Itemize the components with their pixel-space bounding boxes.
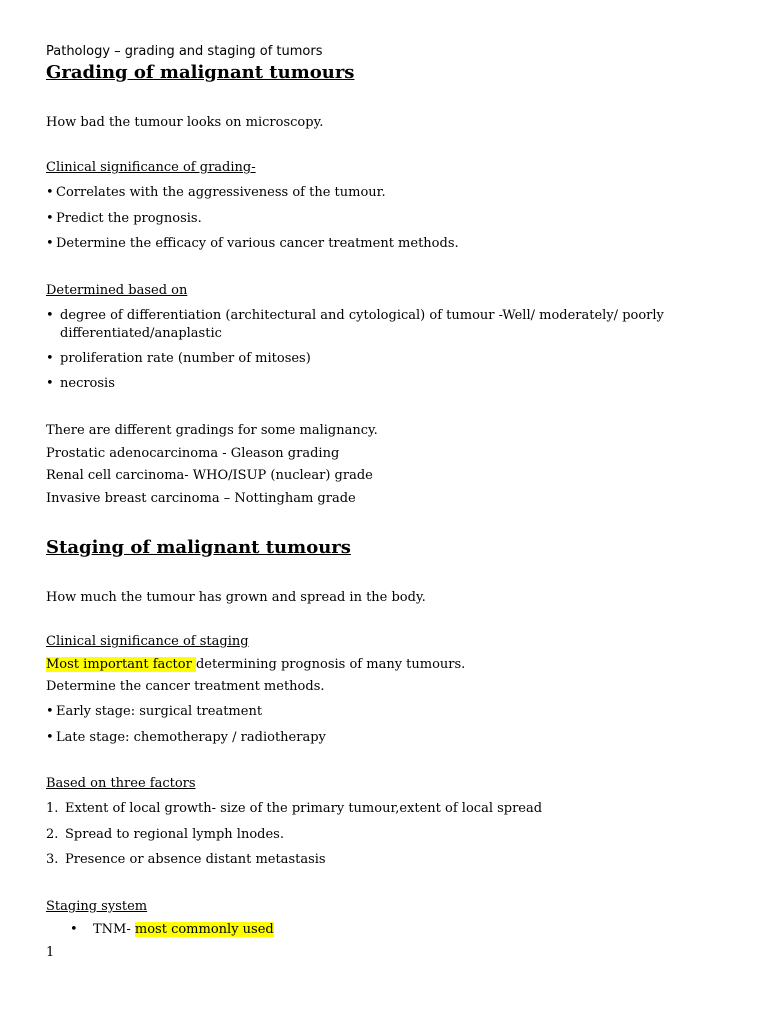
list-item: • necrosis: [46, 376, 115, 391]
grading-definition: How bad the tumour looks on microscopy.: [46, 115, 324, 130]
numbered-item: 1. Extent of local growth- size of the primary tumour,extent of local spread: [46, 801, 543, 816]
staging-system-heading: Staging system: [46, 899, 148, 914]
numbered-item: 3. Presence or absence distant metastasis: [46, 852, 326, 867]
highlighted-text: Most important factor: [46, 657, 196, 672]
list-item-continuation: differentiated/anaplastic: [60, 326, 222, 341]
bullet-icon: •: [70, 922, 78, 937]
bullet-icon: •: [46, 185, 54, 200]
staging-significance-heading: Clinical significance of staging: [46, 634, 249, 649]
list-item: • Predict the prognosis.: [46, 211, 202, 226]
bullet-icon: •: [46, 704, 54, 719]
gradings-intro: There are different gradings for some malignancy.: [46, 423, 378, 438]
list-item: • proliferation rate (number of mitoses): [46, 351, 311, 366]
document-header: Pathology – grading and staging of tumors: [46, 44, 323, 59]
grading-system-line: Renal cell carcinoma- WHO/ISUP (nuclear) grade: [46, 468, 373, 483]
factors-heading: Based on three factors: [46, 776, 196, 791]
grading-basis-heading: Determined based on: [46, 283, 188, 298]
bullet-icon: •: [46, 730, 54, 745]
list-item: • Correlates with the aggressiveness of the tumour.: [46, 185, 386, 200]
staging-definition: How much the tumour has grown and spread in the body.: [46, 590, 426, 605]
grading-system-line: Invasive breast carcinoma – Nottingham grade: [46, 491, 356, 506]
bullet-icon: •: [46, 236, 54, 251]
treatment-line: Determine the cancer treatment methods.: [46, 679, 325, 694]
staging-title: Staging of malignant tumours: [46, 537, 351, 558]
list-item: • Early stage: surgical treatment: [46, 704, 263, 719]
highlighted-text: most commonly used: [134, 922, 274, 937]
numbered-item: 2. Spread to regional lymph lnodes.: [46, 827, 284, 842]
prognosis-line: Most important factor determining prognosis of many tumours.: [46, 657, 466, 672]
page-number: 1: [46, 945, 55, 960]
grading-title: Grading of malignant tumours: [46, 62, 355, 83]
bullet-icon: •: [46, 351, 54, 366]
grading-significance-heading: Clinical significance of grading-: [46, 160, 256, 175]
list-item: • TNM- most commonly used: [70, 922, 274, 937]
list-item: • degree of differentiation (architectural and cytological) of tumour -Well/ moderately/ poorly: [46, 308, 664, 323]
bullet-icon: •: [46, 308, 54, 323]
list-item: • Late stage: chemotherapy / radiotherapy: [46, 730, 326, 745]
bullet-icon: •: [46, 376, 54, 391]
grading-system-line: Prostatic adenocarcinoma - Gleason grading: [46, 446, 340, 461]
list-item: • Determine the efficacy of various cancer treatment methods.: [46, 236, 459, 251]
bullet-icon: •: [46, 211, 54, 226]
